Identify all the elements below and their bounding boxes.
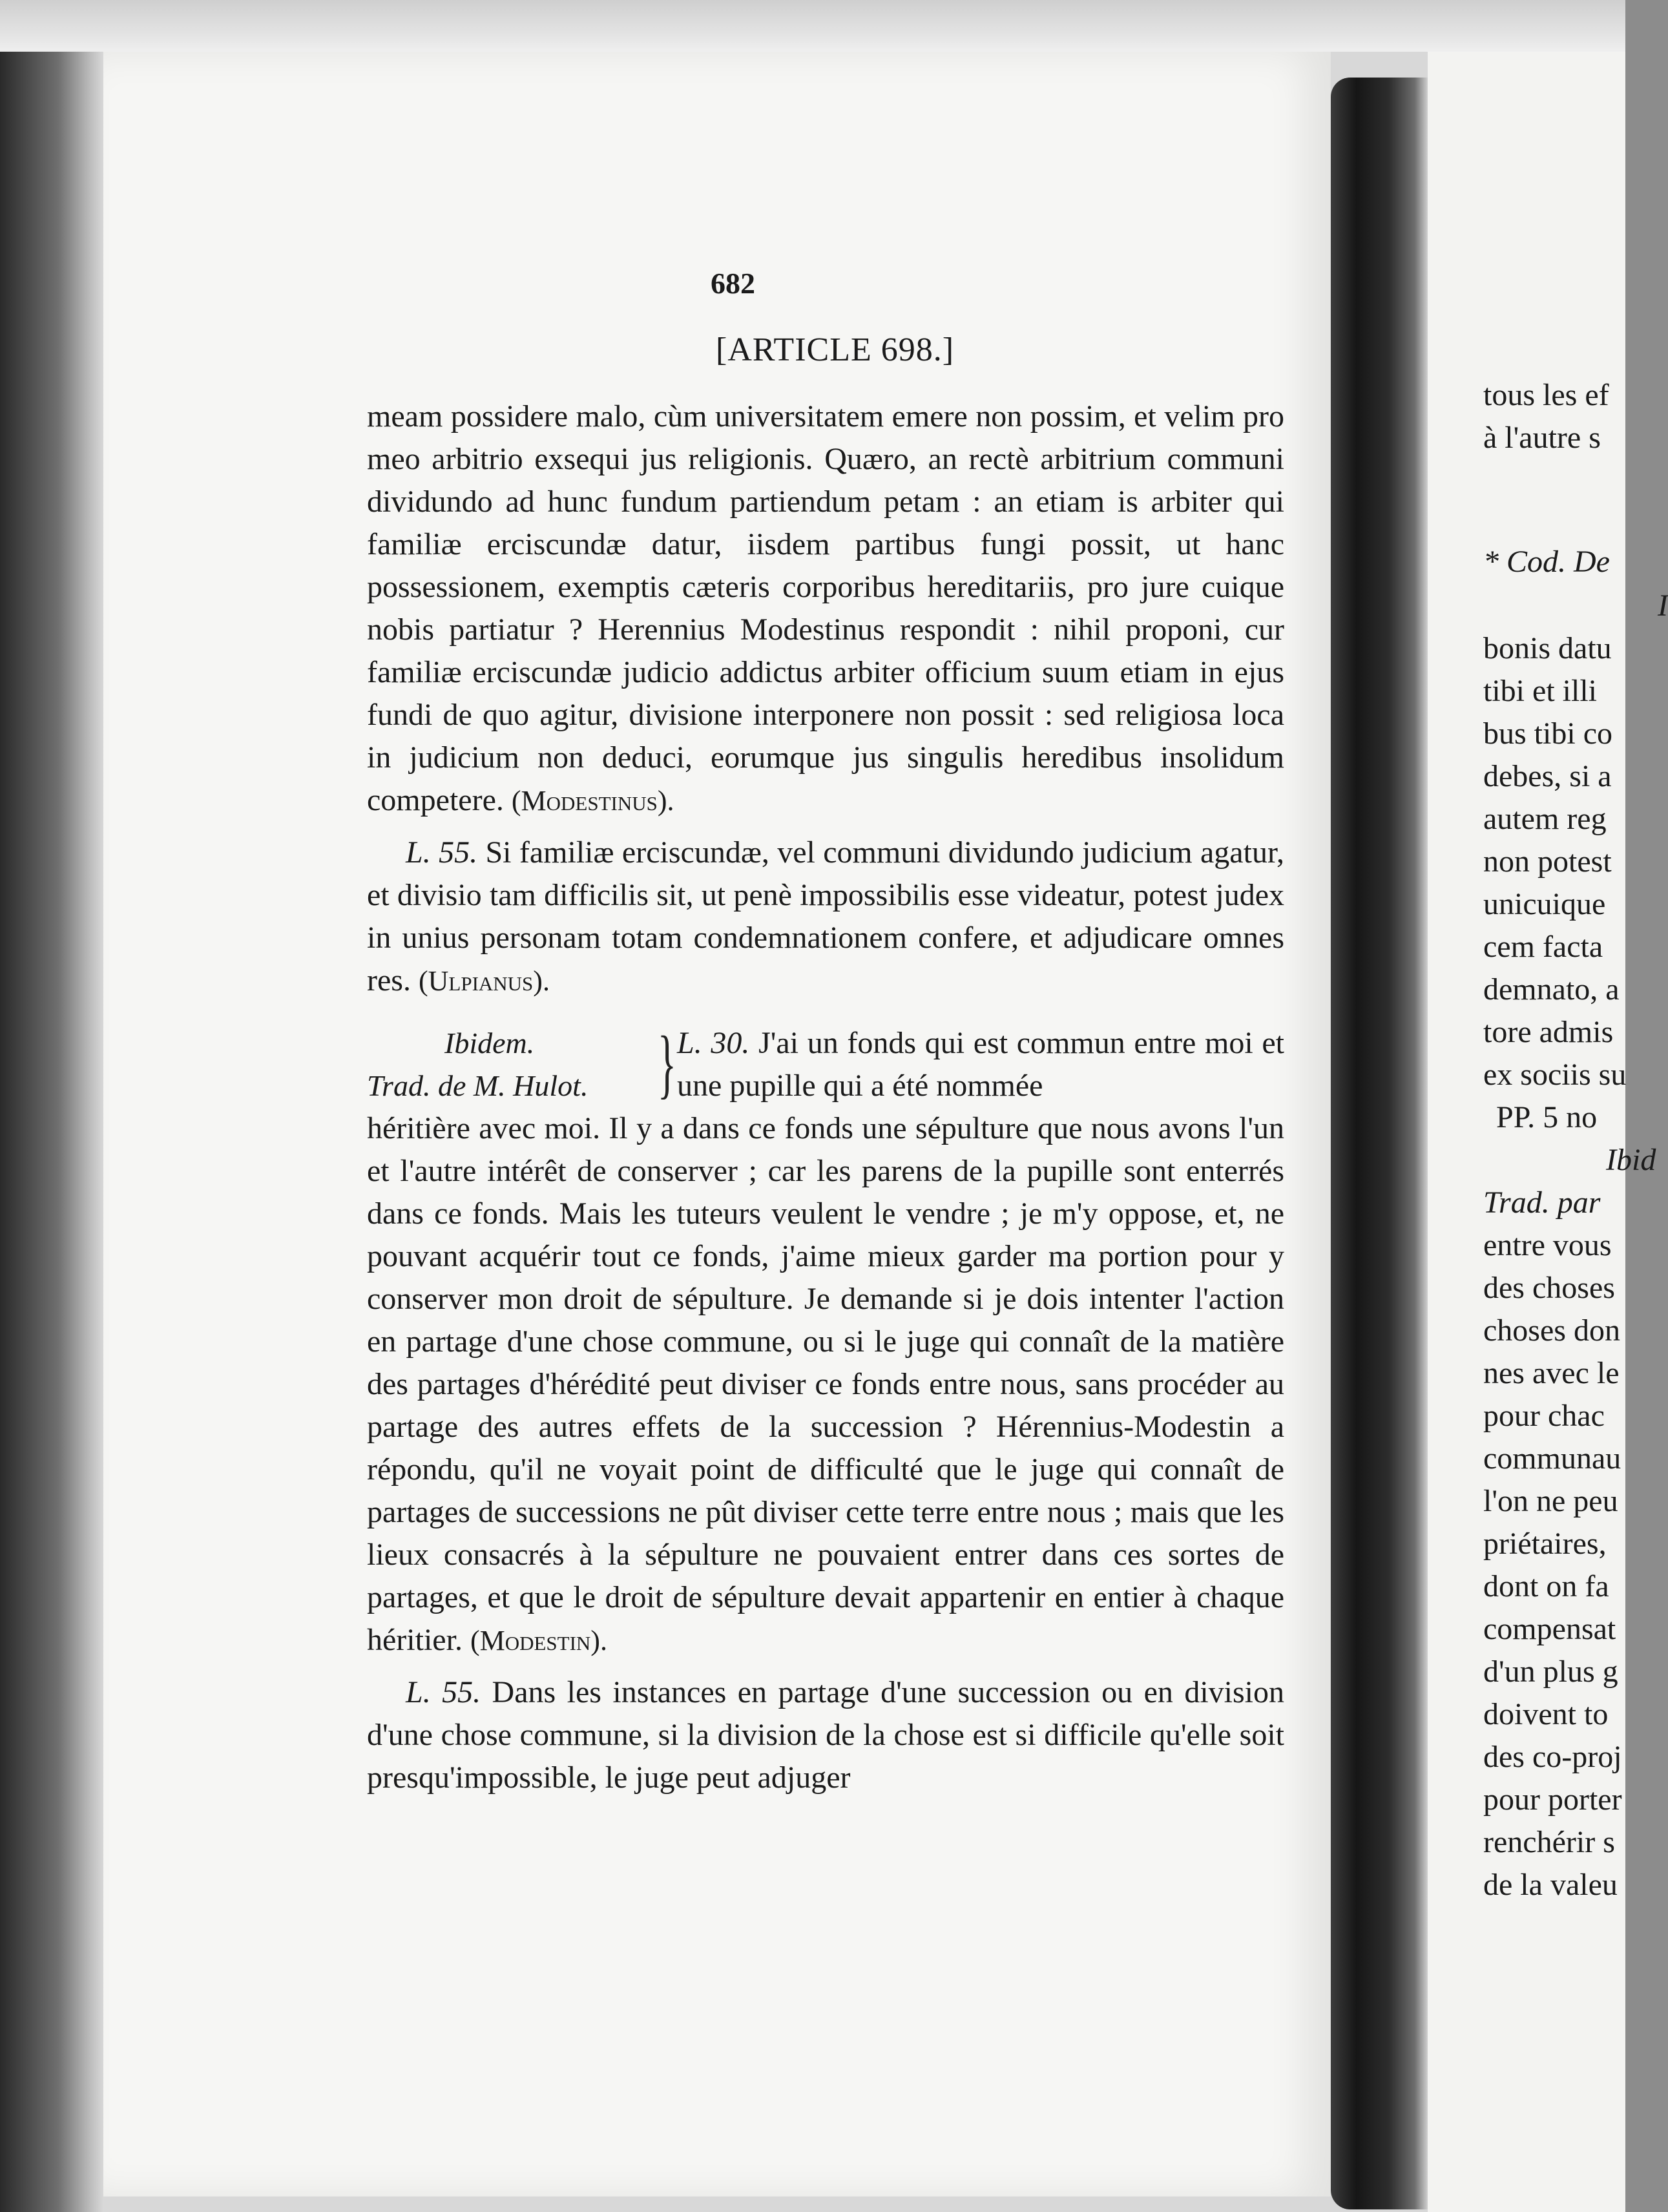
reference-label-ibidem: Ibidem.	[444, 1027, 535, 1059]
right-page-line: autem reg	[1483, 802, 1607, 836]
french-paragraph-2: L. 55. Dans les instances en partage d'une succession ou en division d'une chose commune, si la division de la chose est si difficile qu'elle soit presqu'impossible, le juge peut adjuger	[367, 1675, 1285, 1795]
french-paragraph-1-opening: L. 30. J'ai un fonds qui est commun entre moi et une pupille qui a été nommée	[677, 1026, 1284, 1103]
scan-top-edge	[0, 0, 1625, 52]
right-page-text	[1428, 52, 1668, 2212]
translation-reference	[367, 1022, 1284, 1107]
right-page-line: Ibid	[1606, 1143, 1656, 1177]
right-page-line: non potest	[1483, 844, 1612, 879]
right-page-line: nes avec le	[1483, 1356, 1620, 1390]
right-page-line: choses don	[1483, 1313, 1620, 1348]
latin-paragraph-2: L. 55. Si familiæ erciscundæ, vel communi dividundo judicium agatur, et divisio tam difficilis sit, ut penè impossibilis esse videatur, potest judex in unius personam totam condemnationem confere, et adjudicare omnes res. (Ulpianus).	[367, 835, 1285, 997]
right-page-line: doivent to	[1483, 1697, 1609, 1731]
right-page-line: tous les ef	[1483, 378, 1609, 412]
article-heading: [ARTICLE 698.]	[716, 331, 955, 368]
right-page-line: demnato, a	[1483, 972, 1620, 1007]
right-page-line: entre vous	[1483, 1228, 1612, 1262]
right-page-line: renchérir s	[1483, 1825, 1615, 1859]
right-page-line: PP. 5 no	[1496, 1100, 1598, 1134]
right-page-line: pour chac	[1483, 1399, 1605, 1433]
right-page-line: tibi et illi	[1483, 674, 1597, 708]
right-page-line: à l'autre s	[1483, 421, 1601, 455]
right-page-line: dont on fa	[1483, 1569, 1609, 1603]
right-page-line: * Cod. De	[1483, 545, 1610, 579]
page-number: 682	[711, 267, 755, 300]
right-page-line: cem facta	[1483, 930, 1603, 964]
left-page-body	[367, 395, 1284, 1799]
right-page-line: des co-proj	[1483, 1740, 1622, 1774]
french-paragraph-1: héritière avec moi. Il y a dans ce fonds une sépulture que nous avons l'un et l'autre intérêt de conserver ; car les parens de la pupille sont enterrés dans ce fonds. Mais les tuteurs veulent le vendre ; je m'y oppose, et, ne pouvant acquérir tout ce fonds, j'aime mieux garder ma portion pour y conserver mon droit de sépulture. Je demande si je dois intenter l'action en partage d'une chose commune, ou si le juge qui connaît de la matière des partages d'hérédité peut diviser ce fonds entre nous, sans procéder au partage des autres effets de la succession ? Hérennius-Modestin a répondu, qu'il ne voyait point de difficulté que le juge qui connaît de partages de successions ne pût diviser cette terre entre nous ; mais que les lieux consacrés à la sépulture ne pouvaient entrer dans ces sortes de partages, et que le droit de sépulture devait appartenir en entier à chaque héritier. (Modestin).	[367, 1111, 1284, 1657]
book-gutter	[1331, 78, 1428, 2209]
latin-paragraph-1: meam possidere malo, cùm universitatem emere non possim, et velim pro meo arbitrio exsequi jus religionis. Quæro, an rectè arbitrium communi dividundo ad hunc fundum partiendum petam : an etiam is arbiter qui familiæ erciscundæ datur, iisdem partibus fungi possit, ut hanc possessionem, exemptis cæteris corporibus hereditariis, pro jure cuique nobis partiatur ? Herennius Modestinus respondit : nihil proponi, cur familiæ erciscundæ judicio addictus arbiter officium suum etiam in ejus fundi de quo agitur, divisione interponere non possit : sed religiosa loca in judicium non deduci, eorumque jus singulis heredibus insolidum competere. (Modestinus).	[367, 399, 1284, 817]
right-page-line: debes, si a	[1483, 759, 1612, 793]
right-page-line: tore admis	[1483, 1015, 1614, 1049]
right-page-line: ex sociis su	[1483, 1058, 1627, 1092]
right-page-line: l'on ne peu	[1483, 1484, 1618, 1518]
right-page-line: pour porter	[1483, 1782, 1622, 1817]
right-page-line: unicuique	[1483, 887, 1606, 921]
right-page-line: compensat	[1483, 1612, 1616, 1646]
reference-label-translator: Trad. de M. Hulot.	[367, 1069, 589, 1102]
right-page-line: Trad. par	[1483, 1185, 1601, 1220]
right-page-line: de la valeu	[1483, 1868, 1618, 1902]
right-page-line: I	[1658, 589, 1668, 623]
brace-symbol: }	[658, 1020, 676, 1106]
right-page-line: d'un plus g	[1483, 1654, 1618, 1689]
right-page-line: bonis datu	[1483, 631, 1612, 665]
right-page-line: des choses	[1483, 1271, 1615, 1305]
right-page-line: priétaires,	[1483, 1527, 1607, 1561]
right-page-line: bus tibi co	[1483, 716, 1612, 751]
right-page-line: communau	[1483, 1441, 1621, 1476]
